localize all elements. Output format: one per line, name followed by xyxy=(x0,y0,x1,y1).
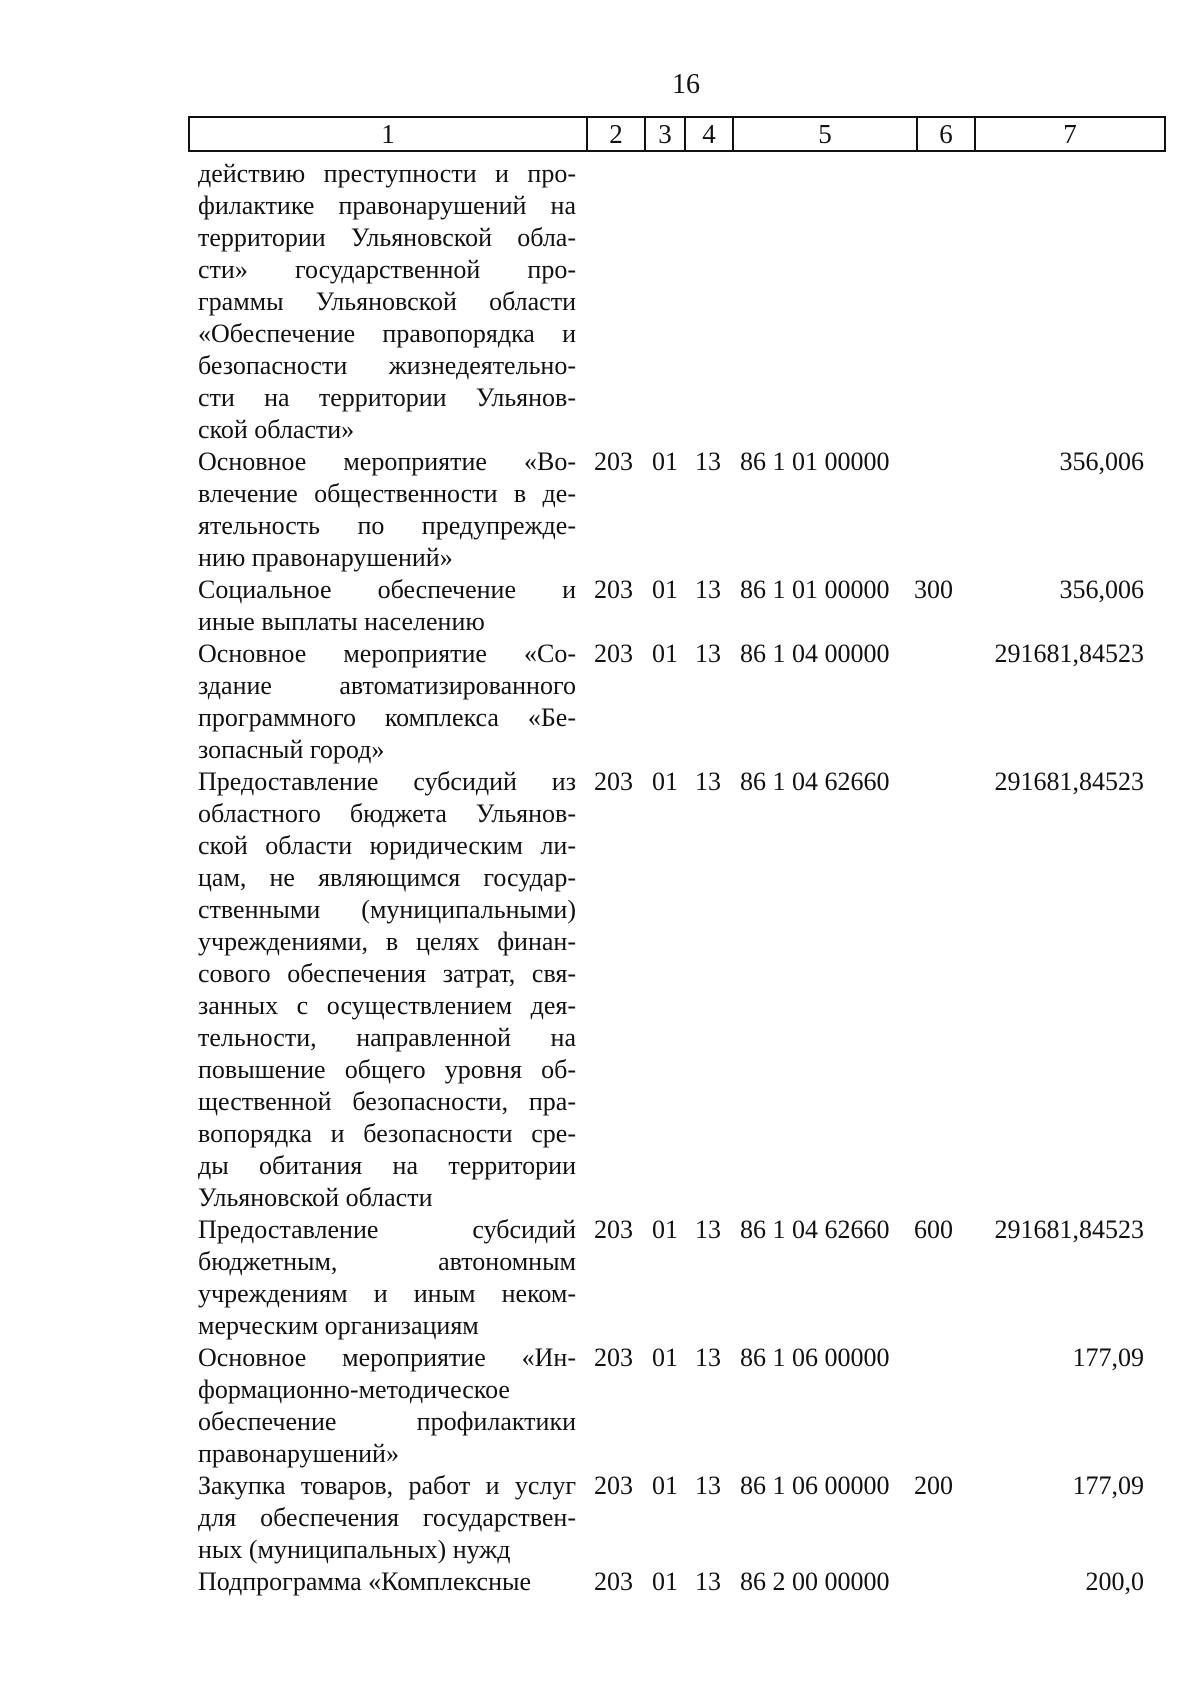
admin-code: 203 xyxy=(594,575,633,604)
description-line: Основное мероприятие «Ин- xyxy=(198,1343,576,1372)
amount-value: 356,006 xyxy=(1059,575,1144,604)
table-header xyxy=(188,116,1166,152)
description-line: повышение общего уровня об- xyxy=(198,1055,576,1084)
description-line: обеспечение профилактики xyxy=(198,1407,576,1436)
description-line: зопасный город» xyxy=(198,735,385,764)
description-line: сового обеспечения затрат, свя- xyxy=(198,959,576,988)
row-description xyxy=(198,1214,576,1342)
table-row xyxy=(0,446,1200,574)
budget-table-body xyxy=(0,158,1200,1598)
description-line: мерческим организациям xyxy=(198,1311,479,1340)
admin-code: 203 xyxy=(594,1343,633,1372)
expense-type-code: 200 xyxy=(914,1471,953,1500)
description-line: Основное мероприятие «Со- xyxy=(198,639,576,668)
table-row xyxy=(0,158,1200,446)
section-code: 01 xyxy=(652,1567,678,1596)
description-line: нию правонарушений» xyxy=(198,543,453,572)
description-line: безопасности жизнедеятельно- xyxy=(198,351,576,380)
section-code: 01 xyxy=(652,575,678,604)
row-description xyxy=(198,1342,576,1470)
description-line: ской области юридическим ли- xyxy=(198,831,576,860)
amount-value: 177,09 xyxy=(1072,1471,1144,1500)
description-line: сти» государственной про- xyxy=(198,255,576,284)
header-col-7: 7 xyxy=(1063,119,1077,149)
table-row xyxy=(0,1214,1200,1342)
admin-code: 203 xyxy=(594,447,633,476)
subsection-code: 13 xyxy=(695,1471,721,1500)
table-row xyxy=(0,1342,1200,1470)
description-line: здание автоматизированного xyxy=(198,671,576,700)
description-line: цам, не являющимся государ- xyxy=(198,863,576,892)
description-line: щественной безопасности, пра- xyxy=(198,1087,576,1116)
description-line: иные выплаты населению xyxy=(198,607,485,636)
row-description xyxy=(198,766,576,1214)
expense-type-code: 300 xyxy=(914,575,953,604)
description-line: Ульяновской области xyxy=(198,1183,433,1212)
row-description xyxy=(198,574,576,638)
description-line: вопорядка и безопасности сре- xyxy=(198,1119,576,1148)
row-description xyxy=(198,1470,576,1566)
section-code: 01 xyxy=(652,639,678,668)
header-col-4: 4 xyxy=(686,118,734,150)
target-article-code: 86 2 00 00000 xyxy=(740,1567,890,1596)
amount-value: 200,0 xyxy=(1085,1567,1144,1596)
subsection-code: 13 xyxy=(695,767,721,796)
description-line: программного комплекса «Бе- xyxy=(198,703,576,732)
description-line: Предоставление субсидий xyxy=(198,1215,576,1244)
target-article-code: 86 1 01 00000 xyxy=(740,575,890,604)
amount-value: 291681,84523 xyxy=(994,639,1144,668)
header-col-1: 1 xyxy=(190,118,588,150)
description-line: «Обеспечение правопорядка и xyxy=(198,319,576,348)
admin-code: 203 xyxy=(594,639,633,668)
table-row xyxy=(0,1470,1200,1566)
subsection-code: 13 xyxy=(695,1567,721,1596)
description-line: бюджетным, автономным xyxy=(198,1247,576,1276)
description-line: сти на территории Ульянов- xyxy=(198,383,576,412)
description-line: занных с осуществлением дея- xyxy=(198,991,576,1020)
target-article-code: 86 1 04 62660 xyxy=(740,1215,890,1244)
page-number: 16 xyxy=(672,69,700,100)
table-row xyxy=(0,574,1200,638)
header-col-2: 2 xyxy=(588,118,646,150)
description-line: филактике правонарушений на xyxy=(198,191,576,220)
description-line: ятельность по предупрежде- xyxy=(198,511,576,540)
section-code: 01 xyxy=(652,1471,678,1500)
description-line: Предоставление субсидий из xyxy=(198,767,576,796)
description-line: ных (муниципальных) нужд xyxy=(198,1535,511,1564)
amount-value: 291681,84523 xyxy=(994,1215,1144,1244)
subsection-code: 13 xyxy=(695,447,721,476)
table-row xyxy=(0,766,1200,1214)
description-line: Социальное обеспечение и xyxy=(198,575,576,604)
description-line: Закупка товаров, работ и услуг xyxy=(198,1471,576,1500)
admin-code: 203 xyxy=(594,1567,633,1596)
target-article-code: 86 1 06 00000 xyxy=(740,1471,890,1500)
admin-code: 203 xyxy=(594,1215,633,1244)
description-line: влечение общественности в де- xyxy=(198,479,576,508)
description-line: ды обитания на территории xyxy=(198,1151,576,1180)
subsection-code: 13 xyxy=(695,1343,721,1372)
description-line: тельности, направленной на xyxy=(198,1023,576,1052)
amount-value: 291681,84523 xyxy=(994,767,1144,796)
description-line: ской области» xyxy=(198,415,355,444)
table-row xyxy=(0,1566,1200,1598)
description-line: формационно-методическое xyxy=(198,1375,510,1404)
description-line: областного бюджета Ульянов- xyxy=(198,799,576,828)
table-row xyxy=(0,638,1200,766)
admin-code: 203 xyxy=(594,1471,633,1500)
description-line: ственными (муниципальными) xyxy=(198,895,576,924)
subsection-code: 13 xyxy=(695,1215,721,1244)
amount-value: 356,006 xyxy=(1059,447,1144,476)
description-line: граммы Ульяновской области xyxy=(198,287,576,316)
row-description xyxy=(198,446,576,574)
amount-value: 177,09 xyxy=(1072,1343,1144,1372)
section-code: 01 xyxy=(652,767,678,796)
subsection-code: 13 xyxy=(695,575,721,604)
target-article-code: 86 1 04 62660 xyxy=(740,767,890,796)
description-line: для обеспечения государствен- xyxy=(198,1503,576,1532)
section-code: 01 xyxy=(652,1343,678,1372)
header-col-3: 3 xyxy=(646,118,686,150)
target-article-code: 86 1 04 00000 xyxy=(740,639,890,668)
target-article-code: 86 1 01 00000 xyxy=(740,447,890,476)
description-line: учреждениям и иным неком- xyxy=(198,1279,576,1308)
header-col-5: 5 xyxy=(734,118,918,150)
description-line: правонарушений» xyxy=(198,1439,399,1468)
description-line: территории Ульяновской обла- xyxy=(198,223,576,252)
section-code: 01 xyxy=(652,1215,678,1244)
target-article-code: 86 1 06 00000 xyxy=(740,1343,890,1372)
subsection-code: 13 xyxy=(695,639,721,668)
header-col-6: 6 xyxy=(918,118,976,150)
description-line: Подпрограмма «Комплексные xyxy=(198,1567,532,1596)
row-description xyxy=(198,638,576,766)
row-description xyxy=(198,1566,576,1598)
row-description xyxy=(198,158,576,446)
expense-type-code: 600 xyxy=(914,1215,953,1244)
description-line: Основное мероприятие «Во- xyxy=(198,447,576,476)
description-line: действию преступности и про- xyxy=(198,159,576,188)
admin-code: 203 xyxy=(594,767,633,796)
description-line: учреждениями, в целях финан- xyxy=(198,927,576,956)
section-code: 01 xyxy=(652,447,678,476)
